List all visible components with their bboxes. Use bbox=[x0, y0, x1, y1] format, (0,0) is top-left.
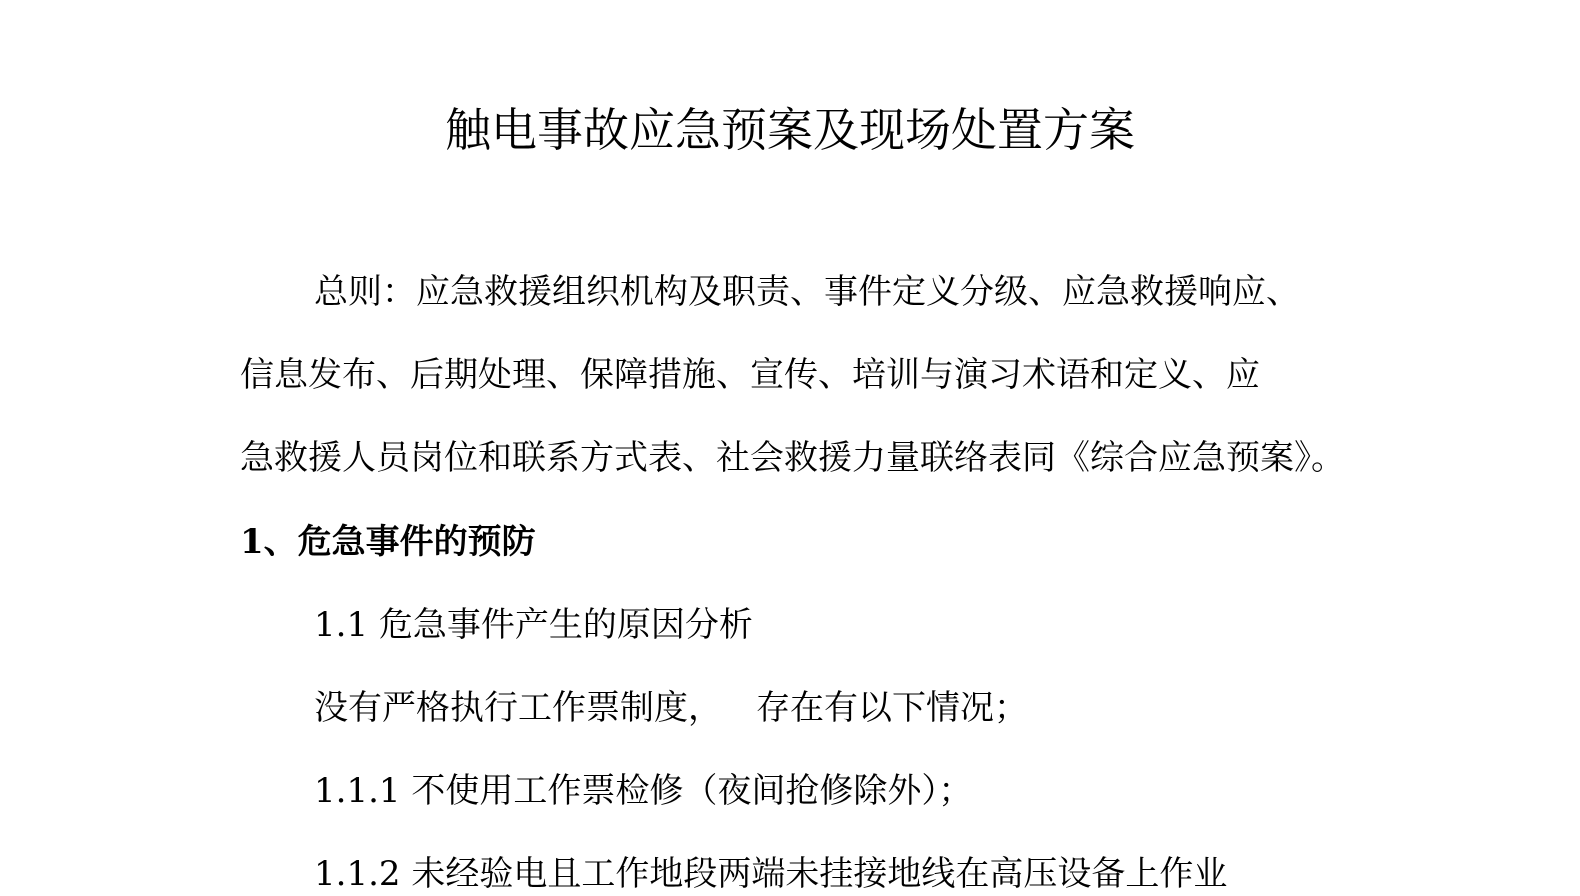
document-title: 触电事故应急预案及现场处置方案 bbox=[445, 103, 1135, 157]
general-paragraph-line-3: 急救援人员岗位和联系方式表、社会救援力量联络表同《综合应急预案》。 bbox=[240, 438, 1345, 478]
cause-intro-line bbox=[314, 686, 1028, 730]
general-paragraph-line-1: 总则：应急救援组织机构及职责、事件定义分级、应急救援响应、 bbox=[314, 272, 1300, 312]
list-item-1-1-2: 1.1.2 未经验电且工作地段两端未挂接地线在高压设备上作业 bbox=[314, 854, 1228, 894]
list-item-1-1-1: 1.1.1 不使用工作票检修（夜间抢修除外）； bbox=[314, 771, 973, 811]
subsection-heading: 1.1 危急事件产生的原因分析 bbox=[314, 605, 753, 645]
section-heading: 1、危急事件的预防 bbox=[240, 522, 536, 562]
general-paragraph-line-2: 信息发布、后期处理、保障措施、宣传、培训与演习术语和定义、应 bbox=[240, 355, 1260, 395]
cause-intro-part-1: 没有严格执行工作票制度， bbox=[314, 688, 722, 728]
cause-intro-part-2: 存在有以下情况； bbox=[756, 688, 1028, 728]
